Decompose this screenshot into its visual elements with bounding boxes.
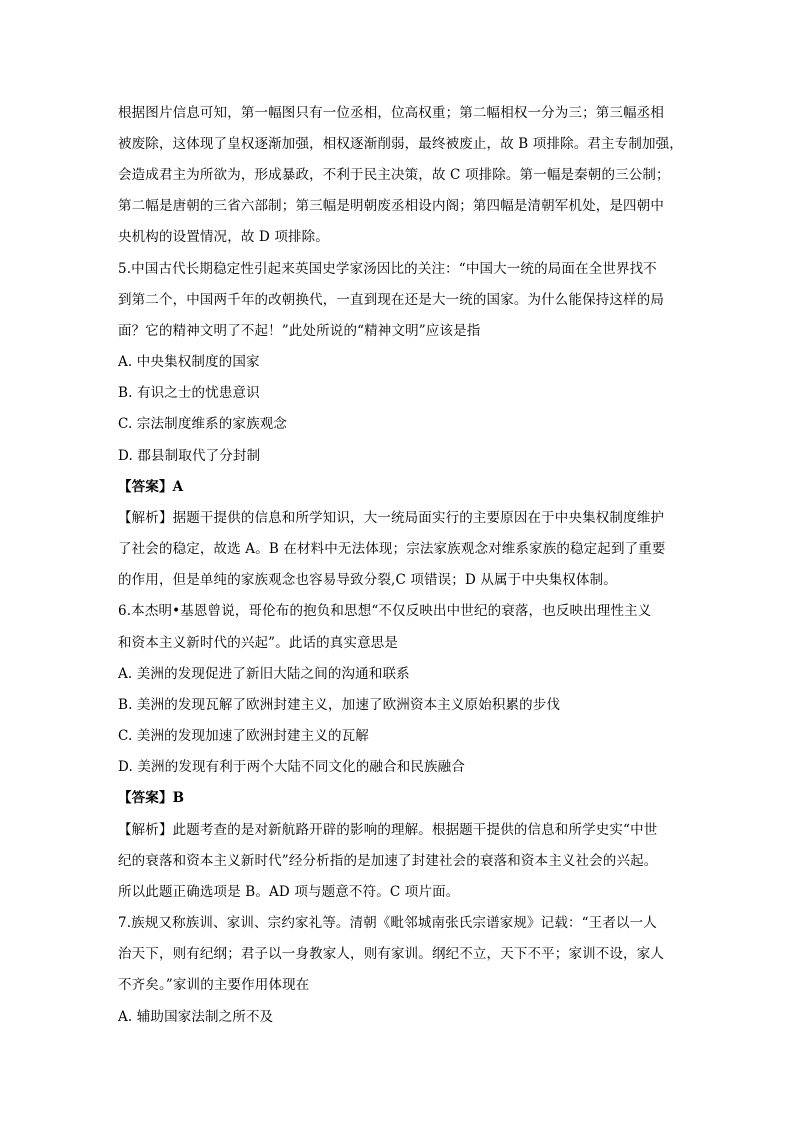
- analysis-text-line: 所以此题正确选项是 B。AD 项与题意不符。C 项片面。: [118, 884, 460, 900]
- question-7-text: 治天下，则有纪纲；君子以一身教家人，则有家训。纲纪不立，天下不平；家训不设，家人: [118, 946, 664, 962]
- answer-label: 【答案】B: [118, 790, 185, 806]
- analysis-text-line: 纪的衰落和资本主义新时代”经分析指的是加速了封建社会的衰落和资本主义社会的兴起。: [118, 853, 658, 869]
- option-b: B. 有识之士的忧患意识: [118, 385, 260, 401]
- answer-label: 【答案】A: [118, 479, 184, 495]
- analysis-text-line: 【解析】此题考查的是对新航路开辟的影响的理解。根据题干提供的信息和所学史实“中世: [118, 822, 658, 838]
- question-6-text: 6.本杰明•基恩曾说，哥伦布的抱负和思想“不仅反映出中世纪的衰落，也反映出理性主义: [118, 603, 652, 619]
- question-5-text: 到第二个，中国两千年的改朝换代，一直到现在还是大一统的国家。为什么能保持这样的局: [118, 292, 664, 308]
- analysis-text-line: 央机构的设置情况，故 D 项排除。: [118, 229, 329, 245]
- option-d: D. 郡县制取代了分封制: [118, 448, 261, 464]
- analysis-text-line: 的作用，但是单纯的家族观念也容易导致分裂,C 项错误；D 从属于中央集权体制。: [118, 572, 617, 588]
- option-a: A. 中央集权制度的国家: [118, 354, 260, 370]
- analysis-text-line: 第二幅是唐朝的三省六部制；第三幅是明朝废丞相设内阁；第四幅是清朝军机处，是四朝中: [118, 198, 664, 214]
- question-7-text: 7.族规又称族训、家训、宗约家礼等。清朝《毗邻城南张氏宗谱家规》记载：“王者以一人: [118, 915, 657, 931]
- option-a: A. 美洲的发现促进了新旧大陆之间的沟通和联系: [118, 666, 410, 682]
- analysis-text-line: 【解析】据题干提供的信息和所学知识，大一统局面实行的主要原因在于中央集权制度维护: [118, 510, 664, 526]
- question-6-text: 和资本主义新时代的兴起”。此话的真实意思是: [118, 635, 399, 651]
- question-7-text: 不齐矣。”家训的主要作用体现在: [118, 977, 310, 993]
- question-5-text: 面？它的精神文明了不起！”此处所说的“精神文明”应该是指: [118, 323, 481, 339]
- option-c: C. 宗法制度维系的家族观念: [118, 416, 288, 432]
- analysis-text-line: 了社会的稳定，故选 A。B 在材料中无法体现；宗法家族观念对维系家族的稳定起到了重要: [118, 541, 666, 557]
- option-d: D. 美洲的发现有利于两个大陆不同文化的融合和民族融合: [118, 759, 465, 775]
- question-5-text: 5.中国古代长期稳定性引起来英国史学家汤因比的关注：“中国大一统的局面在全世界找不: [118, 261, 657, 277]
- analysis-text-line: 根据图片信息可知，第一幅图只有一位丞相，位高权重；第二幅相权一分为三；第三幅丞相: [118, 105, 664, 121]
- option-a: A. 辅助国家法制之所不及: [118, 1009, 274, 1025]
- option-c: C. 美洲的发现加速了欧洲封建主义的瓦解: [118, 728, 369, 744]
- analysis-text-line: 被废除，这体现了皇权逐渐加强，相权逐渐削弱，最终被废止，故 B 项排除。君主专制加强，: [118, 136, 683, 152]
- option-b: B. 美洲的发现瓦解了欧洲封建主义，加速了欧洲资本主义原始积累的步伐: [118, 697, 561, 713]
- analysis-text-line: 会造成君主为所欲为，形成暴政，不利于民主决策，故 C 项排除。第一幅是秦朝的三公制；: [118, 167, 670, 183]
